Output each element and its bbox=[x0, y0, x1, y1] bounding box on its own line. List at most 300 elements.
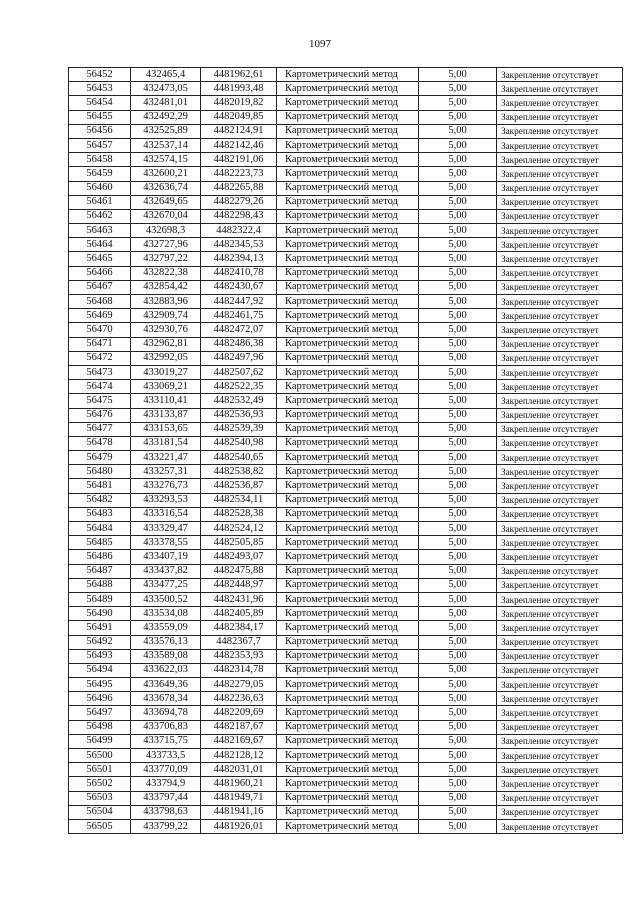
accuracy-cell: 5,00 bbox=[419, 436, 497, 450]
y-coordinate-cell: 4482536,87 bbox=[201, 479, 277, 493]
fixation-note-cell: Закрепление отсутствует bbox=[497, 82, 623, 96]
accuracy-cell: 5,00 bbox=[419, 451, 497, 465]
fixation-note-cell: Закрепление отсутствует bbox=[497, 394, 623, 408]
point-number-cell: 56492 bbox=[69, 635, 131, 649]
table-row bbox=[69, 564, 623, 578]
y-coordinate-cell: 4482505,85 bbox=[201, 536, 277, 550]
x-coordinate-cell: 433799,22 bbox=[131, 819, 201, 833]
table-row bbox=[69, 238, 623, 252]
table-row bbox=[69, 493, 623, 507]
x-coordinate-cell: 433477,25 bbox=[131, 578, 201, 592]
x-coordinate-cell: 432537,14 bbox=[131, 138, 201, 152]
point-number-cell: 56469 bbox=[69, 309, 131, 323]
y-coordinate-cell: 4482322,4 bbox=[201, 224, 277, 238]
x-coordinate-cell: 432797,22 bbox=[131, 252, 201, 266]
method-cell: Картометрический метод bbox=[277, 720, 419, 734]
accuracy-cell: 5,00 bbox=[419, 479, 497, 493]
fixation-note-cell: Закрепление отсутствует bbox=[497, 96, 623, 110]
y-coordinate-cell: 4482447,92 bbox=[201, 295, 277, 309]
accuracy-cell: 5,00 bbox=[419, 68, 497, 82]
x-coordinate-cell: 433293,53 bbox=[131, 493, 201, 507]
y-coordinate-cell: 4482394,13 bbox=[201, 252, 277, 266]
point-number-cell: 56488 bbox=[69, 578, 131, 592]
method-cell: Картометрический метод bbox=[277, 266, 419, 280]
table-row bbox=[69, 110, 623, 124]
table-row bbox=[69, 138, 623, 152]
accuracy-cell: 5,00 bbox=[419, 763, 497, 777]
method-cell: Картометрический метод bbox=[277, 351, 419, 365]
x-coordinate-cell: 433589,08 bbox=[131, 649, 201, 663]
y-coordinate-cell: 4482540,65 bbox=[201, 451, 277, 465]
method-cell: Картометрический метод bbox=[277, 763, 419, 777]
table-row bbox=[69, 280, 623, 294]
fixation-note-cell: Закрепление отсутствует bbox=[497, 692, 623, 706]
fixation-note-cell: Закрепление отсутствует bbox=[497, 621, 623, 635]
accuracy-cell: 5,00 bbox=[419, 323, 497, 337]
y-coordinate-cell: 4482298,43 bbox=[201, 209, 277, 223]
fixation-note-cell: Закрепление отсутствует bbox=[497, 592, 623, 606]
x-coordinate-cell: 433500,52 bbox=[131, 592, 201, 606]
accuracy-cell: 5,00 bbox=[419, 394, 497, 408]
y-coordinate-cell: 4482448,97 bbox=[201, 578, 277, 592]
point-number-cell: 56505 bbox=[69, 819, 131, 833]
y-coordinate-cell: 4481960,21 bbox=[201, 777, 277, 791]
accuracy-cell: 5,00 bbox=[419, 252, 497, 266]
method-cell: Картометрический метод bbox=[277, 621, 419, 635]
y-coordinate-cell: 4482142,46 bbox=[201, 138, 277, 152]
fixation-note-cell: Закрепление отсутствует bbox=[497, 280, 623, 294]
method-cell: Картометрический метод bbox=[277, 68, 419, 82]
method-cell: Картометрический метод bbox=[277, 224, 419, 238]
fixation-note-cell: Закрепление отсутствует bbox=[497, 578, 623, 592]
y-coordinate-cell: 4482209,69 bbox=[201, 706, 277, 720]
x-coordinate-cell: 433770,09 bbox=[131, 763, 201, 777]
point-number-cell: 56495 bbox=[69, 678, 131, 692]
accuracy-cell: 5,00 bbox=[419, 692, 497, 706]
page-number: 1097 bbox=[309, 38, 331, 50]
x-coordinate-cell: 433794,9 bbox=[131, 777, 201, 791]
table-row bbox=[69, 578, 623, 592]
method-cell: Картометрический метод bbox=[277, 507, 419, 521]
fixation-note-cell: Закрепление отсутствует bbox=[497, 138, 623, 152]
table-row bbox=[69, 635, 623, 649]
method-cell: Картометрический метод bbox=[277, 607, 419, 621]
coordinates-table bbox=[68, 67, 623, 834]
method-cell: Картометрический метод bbox=[277, 167, 419, 181]
point-number-cell: 56490 bbox=[69, 607, 131, 621]
table-row bbox=[69, 805, 623, 819]
y-coordinate-cell: 4482524,12 bbox=[201, 522, 277, 536]
y-coordinate-cell: 4482128,12 bbox=[201, 749, 277, 763]
point-number-cell: 56454 bbox=[69, 96, 131, 110]
fixation-note-cell: Закрепление отсутствует bbox=[497, 720, 623, 734]
fixation-note-cell: Закрепление отсутствует bbox=[497, 124, 623, 138]
accuracy-cell: 5,00 bbox=[419, 153, 497, 167]
y-coordinate-cell: 4482169,67 bbox=[201, 734, 277, 748]
accuracy-cell: 5,00 bbox=[419, 82, 497, 96]
x-coordinate-cell: 433221,47 bbox=[131, 451, 201, 465]
x-coordinate-cell: 433257,31 bbox=[131, 465, 201, 479]
y-coordinate-cell: 4482049,85 bbox=[201, 110, 277, 124]
method-cell: Картометрический метод bbox=[277, 550, 419, 564]
table-row bbox=[69, 465, 623, 479]
table-row bbox=[69, 380, 623, 394]
fixation-note-cell: Закрепление отсутствует bbox=[497, 181, 623, 195]
method-cell: Картометрический метод bbox=[277, 777, 419, 791]
accuracy-cell: 5,00 bbox=[419, 167, 497, 181]
method-cell: Картометрический метод bbox=[277, 791, 419, 805]
y-coordinate-cell: 4482345,53 bbox=[201, 238, 277, 252]
point-number-cell: 56470 bbox=[69, 323, 131, 337]
table-row bbox=[69, 309, 623, 323]
y-coordinate-cell: 4482430,67 bbox=[201, 280, 277, 294]
fixation-note-cell: Закрепление отсутствует bbox=[497, 380, 623, 394]
point-number-cell: 56483 bbox=[69, 507, 131, 521]
point-number-cell: 56479 bbox=[69, 451, 131, 465]
method-cell: Картометрический метод bbox=[277, 479, 419, 493]
x-coordinate-cell: 433407,19 bbox=[131, 550, 201, 564]
table-row bbox=[69, 621, 623, 635]
accuracy-cell: 5,00 bbox=[419, 110, 497, 124]
accuracy-cell: 5,00 bbox=[419, 678, 497, 692]
accuracy-cell: 5,00 bbox=[419, 195, 497, 209]
fixation-note-cell: Закрепление отсутствует bbox=[497, 337, 623, 351]
y-coordinate-cell: 4482279,05 bbox=[201, 678, 277, 692]
method-cell: Картометрический метод bbox=[277, 706, 419, 720]
fixation-note-cell: Закрепление отсутствует bbox=[497, 110, 623, 124]
point-number-cell: 56498 bbox=[69, 720, 131, 734]
accuracy-cell: 5,00 bbox=[419, 209, 497, 223]
method-cell: Картометрический метод bbox=[277, 819, 419, 833]
accuracy-cell: 5,00 bbox=[419, 181, 497, 195]
accuracy-cell: 5,00 bbox=[419, 337, 497, 351]
table-row bbox=[69, 351, 623, 365]
accuracy-cell: 5,00 bbox=[419, 578, 497, 592]
table-row bbox=[69, 507, 623, 521]
fixation-note-cell: Закрепление отсутствует bbox=[497, 195, 623, 209]
point-number-cell: 56491 bbox=[69, 621, 131, 635]
fixation-note-cell: Закрепление отсутствует bbox=[497, 763, 623, 777]
accuracy-cell: 5,00 bbox=[419, 706, 497, 720]
table-row bbox=[69, 451, 623, 465]
x-coordinate-cell: 433437,82 bbox=[131, 564, 201, 578]
accuracy-cell: 5,00 bbox=[419, 280, 497, 294]
point-number-cell: 56502 bbox=[69, 777, 131, 791]
table-row bbox=[69, 394, 623, 408]
x-coordinate-cell: 433019,27 bbox=[131, 365, 201, 379]
table-row bbox=[69, 337, 623, 351]
fixation-note-cell: Закрепление отсутствует bbox=[497, 436, 623, 450]
point-number-cell: 56463 bbox=[69, 224, 131, 238]
x-coordinate-cell: 433133,87 bbox=[131, 408, 201, 422]
table-row bbox=[69, 479, 623, 493]
x-coordinate-cell: 433110,41 bbox=[131, 394, 201, 408]
point-number-cell: 56496 bbox=[69, 692, 131, 706]
accuracy-cell: 5,00 bbox=[419, 351, 497, 365]
y-coordinate-cell: 4482314,78 bbox=[201, 663, 277, 677]
point-number-cell: 56452 bbox=[69, 68, 131, 82]
fixation-note-cell: Закрепление отсутствует bbox=[497, 295, 623, 309]
point-number-cell: 56471 bbox=[69, 337, 131, 351]
y-coordinate-cell: 4482367,7 bbox=[201, 635, 277, 649]
accuracy-cell: 5,00 bbox=[419, 238, 497, 252]
point-number-cell: 56459 bbox=[69, 167, 131, 181]
accuracy-cell: 5,00 bbox=[419, 777, 497, 791]
method-cell: Картометрический метод bbox=[277, 337, 419, 351]
y-coordinate-cell: 4482461,75 bbox=[201, 309, 277, 323]
x-coordinate-cell: 432727,96 bbox=[131, 238, 201, 252]
y-coordinate-cell: 4482532,49 bbox=[201, 394, 277, 408]
point-number-cell: 56472 bbox=[69, 351, 131, 365]
fixation-note-cell: Закрепление отсутствует bbox=[497, 507, 623, 521]
method-cell: Картометрический метод bbox=[277, 451, 419, 465]
point-number-cell: 56504 bbox=[69, 805, 131, 819]
point-number-cell: 56467 bbox=[69, 280, 131, 294]
y-coordinate-cell: 4482507,62 bbox=[201, 365, 277, 379]
table-row bbox=[69, 678, 623, 692]
x-coordinate-cell: 433576,13 bbox=[131, 635, 201, 649]
point-number-cell: 56468 bbox=[69, 295, 131, 309]
point-number-cell: 56458 bbox=[69, 153, 131, 167]
point-number-cell: 56466 bbox=[69, 266, 131, 280]
table-row bbox=[69, 692, 623, 706]
accuracy-cell: 5,00 bbox=[419, 295, 497, 309]
x-coordinate-cell: 433316,54 bbox=[131, 507, 201, 521]
method-cell: Картометрический метод bbox=[277, 110, 419, 124]
accuracy-cell: 5,00 bbox=[419, 422, 497, 436]
method-cell: Картометрический метод bbox=[277, 436, 419, 450]
point-number-cell: 56465 bbox=[69, 252, 131, 266]
table-row bbox=[69, 153, 623, 167]
fixation-note-cell: Закрепление отсутствует bbox=[497, 749, 623, 763]
fixation-note-cell: Закрепление отсутствует bbox=[497, 805, 623, 819]
y-coordinate-cell: 4482384,17 bbox=[201, 621, 277, 635]
y-coordinate-cell: 4481962,61 bbox=[201, 68, 277, 82]
method-cell: Картометрический метод bbox=[277, 465, 419, 479]
point-number-cell: 56485 bbox=[69, 536, 131, 550]
accuracy-cell: 5,00 bbox=[419, 507, 497, 521]
fixation-note-cell: Закрепление отсутствует bbox=[497, 819, 623, 833]
accuracy-cell: 5,00 bbox=[419, 124, 497, 138]
x-coordinate-cell: 432992,05 bbox=[131, 351, 201, 365]
method-cell: Картометрический метод bbox=[277, 309, 419, 323]
method-cell: Картометрический метод bbox=[277, 209, 419, 223]
accuracy-cell: 5,00 bbox=[419, 607, 497, 621]
fixation-note-cell: Закрепление отсутствует bbox=[497, 266, 623, 280]
method-cell: Картометрический метод bbox=[277, 692, 419, 706]
method-cell: Картометрический метод bbox=[277, 153, 419, 167]
table-row bbox=[69, 96, 623, 110]
y-coordinate-cell: 4482534,11 bbox=[201, 493, 277, 507]
point-number-cell: 56476 bbox=[69, 408, 131, 422]
method-cell: Картометрический метод bbox=[277, 195, 419, 209]
x-coordinate-cell: 432473,05 bbox=[131, 82, 201, 96]
y-coordinate-cell: 4482472,07 bbox=[201, 323, 277, 337]
fixation-note-cell: Закрепление отсутствует bbox=[497, 777, 623, 791]
x-coordinate-cell: 433649,36 bbox=[131, 678, 201, 692]
fixation-note-cell: Закрепление отсутствует bbox=[497, 493, 623, 507]
accuracy-cell: 5,00 bbox=[419, 465, 497, 479]
x-coordinate-cell: 432465,4 bbox=[131, 68, 201, 82]
fixation-note-cell: Закрепление отсутствует bbox=[497, 224, 623, 238]
accuracy-cell: 5,00 bbox=[419, 734, 497, 748]
method-cell: Картометрический метод bbox=[277, 493, 419, 507]
method-cell: Картометрический метод bbox=[277, 635, 419, 649]
table-row bbox=[69, 323, 623, 337]
y-coordinate-cell: 4482540,98 bbox=[201, 436, 277, 450]
x-coordinate-cell: 432909,74 bbox=[131, 309, 201, 323]
y-coordinate-cell: 4482528,38 bbox=[201, 507, 277, 521]
x-coordinate-cell: 432574,15 bbox=[131, 153, 201, 167]
table-row bbox=[69, 720, 623, 734]
fixation-note-cell: Закрепление отсутствует bbox=[497, 167, 623, 181]
accuracy-cell: 5,00 bbox=[419, 138, 497, 152]
table-row bbox=[69, 649, 623, 663]
y-coordinate-cell: 4482493,07 bbox=[201, 550, 277, 564]
method-cell: Картометрический метод bbox=[277, 649, 419, 663]
point-number-cell: 56462 bbox=[69, 209, 131, 223]
fixation-note-cell: Закрепление отсутствует bbox=[497, 408, 623, 422]
fixation-note-cell: Закрепление отсутствует bbox=[497, 734, 623, 748]
fixation-note-cell: Закрепление отсутствует bbox=[497, 422, 623, 436]
method-cell: Картометрический метод bbox=[277, 124, 419, 138]
accuracy-cell: 5,00 bbox=[419, 635, 497, 649]
y-coordinate-cell: 4482539,39 bbox=[201, 422, 277, 436]
point-number-cell: 56482 bbox=[69, 493, 131, 507]
x-coordinate-cell: 433329,47 bbox=[131, 522, 201, 536]
fixation-note-cell: Закрепление отсутствует bbox=[497, 635, 623, 649]
x-coordinate-cell: 433622,03 bbox=[131, 663, 201, 677]
point-number-cell: 56501 bbox=[69, 763, 131, 777]
method-cell: Картометрический метод bbox=[277, 422, 419, 436]
method-cell: Картометрический метод bbox=[277, 564, 419, 578]
x-coordinate-cell: 432698,3 bbox=[131, 224, 201, 238]
x-coordinate-cell: 432962,81 bbox=[131, 337, 201, 351]
point-number-cell: 56474 bbox=[69, 380, 131, 394]
table-row bbox=[69, 266, 623, 280]
y-coordinate-cell: 4482019,82 bbox=[201, 96, 277, 110]
accuracy-cell: 5,00 bbox=[419, 365, 497, 379]
y-coordinate-cell: 4482031,01 bbox=[201, 763, 277, 777]
method-cell: Картометрический метод bbox=[277, 592, 419, 606]
fixation-note-cell: Закрепление отсутствует bbox=[497, 153, 623, 167]
method-cell: Картометрический метод bbox=[277, 252, 419, 266]
y-coordinate-cell: 4482536,93 bbox=[201, 408, 277, 422]
point-number-cell: 56493 bbox=[69, 649, 131, 663]
accuracy-cell: 5,00 bbox=[419, 805, 497, 819]
point-number-cell: 56473 bbox=[69, 365, 131, 379]
x-coordinate-cell: 433276,73 bbox=[131, 479, 201, 493]
fixation-note-cell: Закрепление отсутствует bbox=[497, 323, 623, 337]
accuracy-cell: 5,00 bbox=[419, 791, 497, 805]
table-row bbox=[69, 209, 623, 223]
accuracy-cell: 5,00 bbox=[419, 96, 497, 110]
table-row bbox=[69, 522, 623, 536]
point-number-cell: 56497 bbox=[69, 706, 131, 720]
method-cell: Картометрический метод bbox=[277, 536, 419, 550]
table-row bbox=[69, 295, 623, 309]
y-coordinate-cell: 4482191,06 bbox=[201, 153, 277, 167]
method-cell: Картометрический метод bbox=[277, 96, 419, 110]
table-row bbox=[69, 167, 623, 181]
accuracy-cell: 5,00 bbox=[419, 663, 497, 677]
point-number-cell: 56456 bbox=[69, 124, 131, 138]
accuracy-cell: 5,00 bbox=[419, 309, 497, 323]
table-row bbox=[69, 181, 623, 195]
point-number-cell: 56453 bbox=[69, 82, 131, 96]
y-coordinate-cell: 4481941,16 bbox=[201, 805, 277, 819]
table-row bbox=[69, 68, 623, 82]
method-cell: Картометрический метод bbox=[277, 578, 419, 592]
y-coordinate-cell: 4481949,71 bbox=[201, 791, 277, 805]
fixation-note-cell: Закрепление отсутствует bbox=[497, 678, 623, 692]
method-cell: Картометрический метод bbox=[277, 734, 419, 748]
point-number-cell: 56461 bbox=[69, 195, 131, 209]
fixation-note-cell: Закрепление отсутствует bbox=[497, 309, 623, 323]
x-coordinate-cell: 433678,34 bbox=[131, 692, 201, 706]
point-number-cell: 56487 bbox=[69, 564, 131, 578]
accuracy-cell: 5,00 bbox=[419, 522, 497, 536]
table-row bbox=[69, 819, 623, 833]
fixation-note-cell: Закрепление отсутствует bbox=[497, 451, 623, 465]
table-row bbox=[69, 663, 623, 677]
x-coordinate-cell: 432600,21 bbox=[131, 167, 201, 181]
point-number-cell: 56478 bbox=[69, 436, 131, 450]
fixation-note-cell: Закрепление отсутствует bbox=[497, 209, 623, 223]
point-number-cell: 56489 bbox=[69, 592, 131, 606]
y-coordinate-cell: 4482405,89 bbox=[201, 607, 277, 621]
x-coordinate-cell: 432492,29 bbox=[131, 110, 201, 124]
x-coordinate-cell: 433378,55 bbox=[131, 536, 201, 550]
fixation-note-cell: Закрепление отсутствует bbox=[497, 522, 623, 536]
accuracy-cell: 5,00 bbox=[419, 493, 497, 507]
table-row bbox=[69, 365, 623, 379]
y-coordinate-cell: 4481993,48 bbox=[201, 82, 277, 96]
fixation-note-cell: Закрепление отсутствует bbox=[497, 465, 623, 479]
x-coordinate-cell: 432822,38 bbox=[131, 266, 201, 280]
y-coordinate-cell: 4482353,93 bbox=[201, 649, 277, 663]
accuracy-cell: 5,00 bbox=[419, 536, 497, 550]
x-coordinate-cell: 432649,65 bbox=[131, 195, 201, 209]
table-row bbox=[69, 706, 623, 720]
method-cell: Картометрический метод bbox=[277, 522, 419, 536]
y-coordinate-cell: 4482265,88 bbox=[201, 181, 277, 195]
point-number-cell: 56475 bbox=[69, 394, 131, 408]
method-cell: Картометрический метод bbox=[277, 394, 419, 408]
y-coordinate-cell: 4482497,96 bbox=[201, 351, 277, 365]
x-coordinate-cell: 432670,04 bbox=[131, 209, 201, 223]
y-coordinate-cell: 4482486,38 bbox=[201, 337, 277, 351]
method-cell: Картометрический метод bbox=[277, 749, 419, 763]
x-coordinate-cell: 432883,96 bbox=[131, 295, 201, 309]
accuracy-cell: 5,00 bbox=[419, 621, 497, 635]
x-coordinate-cell: 432525,89 bbox=[131, 124, 201, 138]
table-row bbox=[69, 195, 623, 209]
y-coordinate-cell: 4481926,01 bbox=[201, 819, 277, 833]
y-coordinate-cell: 4482431,96 bbox=[201, 592, 277, 606]
fixation-note-cell: Закрепление отсутствует bbox=[497, 791, 623, 805]
point-number-cell: 56500 bbox=[69, 749, 131, 763]
table-row bbox=[69, 550, 623, 564]
accuracy-cell: 5,00 bbox=[419, 408, 497, 422]
point-number-cell: 56457 bbox=[69, 138, 131, 152]
point-number-cell: 56494 bbox=[69, 663, 131, 677]
y-coordinate-cell: 4482223,73 bbox=[201, 167, 277, 181]
table-row bbox=[69, 436, 623, 450]
x-coordinate-cell: 432930,76 bbox=[131, 323, 201, 337]
x-coordinate-cell: 433798,63 bbox=[131, 805, 201, 819]
table-row bbox=[69, 224, 623, 238]
